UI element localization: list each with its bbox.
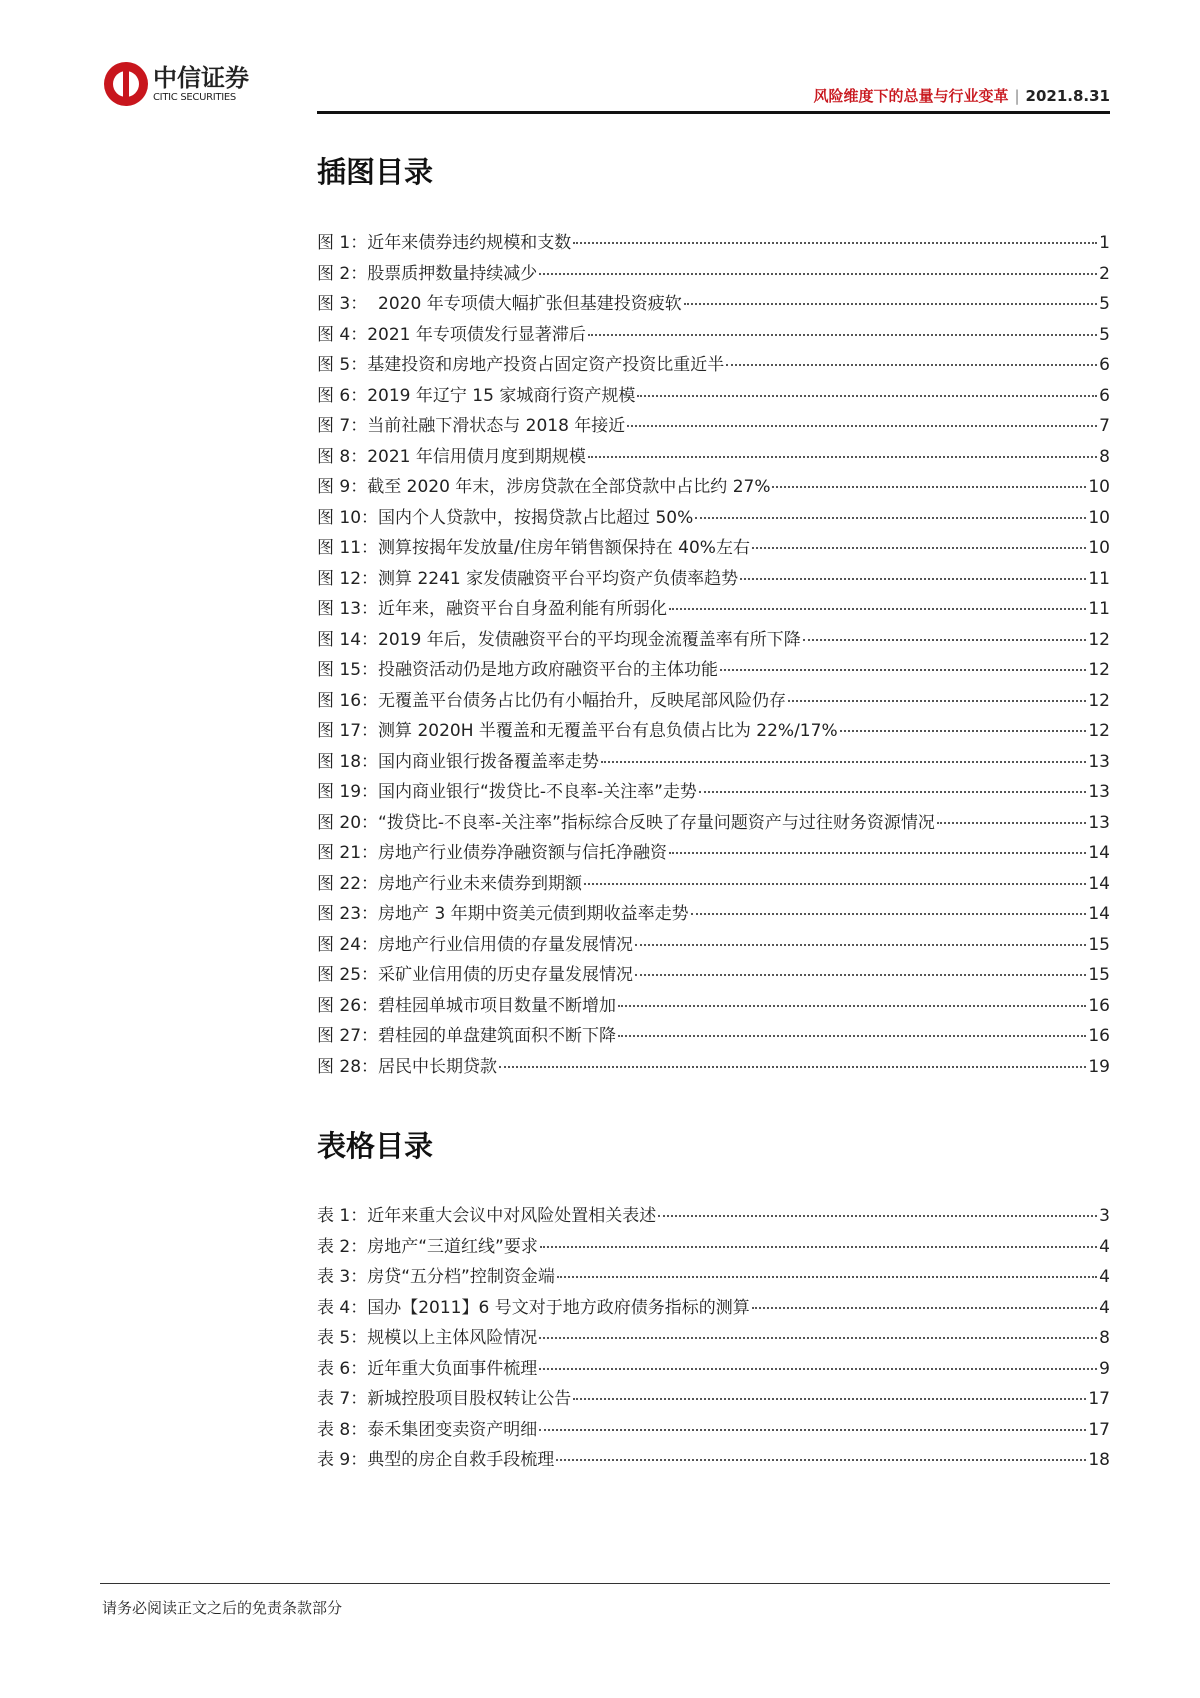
- figures-list: [317, 228, 1110, 1082]
- toc-leader-dots: [720, 669, 1086, 671]
- toc-entry[interactable]: [317, 320, 1110, 351]
- toc-entry-page: 5: [1099, 294, 1110, 314]
- toc-entry-page: 13: [1088, 812, 1110, 833]
- toc-entry-page: 5: [1099, 324, 1110, 345]
- toc-entry[interactable]: [317, 1445, 1110, 1476]
- toc-entry-label: 图 28：居民中长期贷款: [317, 1056, 498, 1077]
- toc-leader-dots: [556, 1459, 1086, 1461]
- figures-heading: 插图目录: [317, 155, 434, 189]
- toc-leader-dots: [539, 1368, 1097, 1370]
- toc-entry-label: 图 20：“拨贷比-不良率-关注率”指标综合反映了存量问题资产与过往财务资源情况: [317, 812, 935, 833]
- toc-entry-label: 图 13：近年来，融资平台自身盈利能有所弱化: [317, 599, 668, 619]
- toc-leader-dots: [740, 578, 1086, 580]
- toc-entry-page: 11: [1088, 599, 1110, 619]
- toc-leader-dots: [726, 364, 1097, 366]
- toc-entry-label: 表 1：近年来重大会议中对风险处置相关表述: [317, 1206, 657, 1226]
- toc-entry-label: 图 8：2021 年信用债月度到期规模: [317, 446, 586, 467]
- toc-entry[interactable]: [317, 1232, 1110, 1263]
- toc-leader-dots: [588, 334, 1097, 336]
- toc-entry-page: 13: [1088, 751, 1110, 772]
- toc-entry-page: 3: [1099, 1206, 1110, 1226]
- toc-entry-label: 图 27：碧桂园的单盘建筑面积不断下降: [317, 1026, 617, 1046]
- toc-leader-dots: [772, 486, 1086, 488]
- toc-entry[interactable]: [317, 838, 1110, 869]
- toc-entry-page: 15: [1088, 965, 1110, 985]
- toc-leader-dots: [840, 730, 1087, 732]
- toc-leader-dots: [573, 1398, 1086, 1400]
- toc-entry[interactable]: [317, 899, 1110, 930]
- toc-entry-page: 16: [1088, 995, 1110, 1016]
- toc-entry-label: 表 5：规模以上主体风险情况: [317, 1328, 538, 1348]
- toc-entry-page: 10: [1088, 507, 1110, 528]
- toc-entry-page: 4: [1099, 1236, 1110, 1257]
- toc-entry[interactable]: [317, 777, 1110, 808]
- toc-entry[interactable]: [317, 350, 1110, 381]
- toc-entry[interactable]: [317, 991, 1110, 1022]
- toc-leader-dots: [803, 639, 1087, 641]
- header-divider: [317, 111, 1110, 114]
- toc-entry-label: 表 7：新城控股项目股权转让公告: [317, 1389, 572, 1409]
- toc-entry[interactable]: [317, 1323, 1110, 1354]
- toc-entry-page: 18: [1088, 1450, 1110, 1470]
- toc-entry-label: 图 24：房地产行业信用债的存量发展情况: [317, 934, 634, 955]
- toc-entry-label: 图 14：2019 年后，发债融资平台的平均现金流覆盖率有所下降: [317, 629, 801, 650]
- toc-entry-label: 表 2：房地产“三道红线”要求: [317, 1236, 538, 1257]
- tables-list: [317, 1201, 1110, 1476]
- toc-entry-label: 图 23：房地产 3 年期中资美元债到期收益率走势: [317, 904, 689, 924]
- footer-disclaimer: 请务必阅读正文之后的免责条款部分: [102, 1599, 343, 1617]
- toc-entry-label: 图 3： 2020 年专项债大幅扩张但基建投资疲软: [317, 294, 682, 314]
- toc-entry-label: 图 25：采矿业信用债的历史存量发展情况: [317, 965, 634, 985]
- toc-entry-page: 4: [1099, 1297, 1110, 1318]
- toc-entry-label: 图 12：测算 2241 家发债融资平台平均资产负债率趋势: [317, 568, 739, 589]
- toc-entry-page: 10: [1088, 538, 1110, 558]
- toc-entry-page: 6: [1099, 355, 1110, 375]
- toc-leader-dots: [658, 1215, 1097, 1217]
- toc-entry-page: 17: [1088, 1389, 1110, 1409]
- toc-entry[interactable]: [317, 411, 1110, 442]
- toc-entry[interactable]: [317, 503, 1110, 534]
- toc-entry-label: 图 26：碧桂园单城市项目数量不断增加: [317, 995, 617, 1016]
- toc-entry-label: 图 19：国内商业银行“拨贷比-不良率-关注率”走势: [317, 782, 697, 802]
- citic-logo: [104, 62, 249, 106]
- toc-entry-page: 14: [1088, 873, 1110, 894]
- toc-entry[interactable]: [317, 747, 1110, 778]
- toc-entry-label: 图 4：2021 年专项债发行显著滞后: [317, 324, 586, 345]
- toc-entry-page: 9: [1099, 1358, 1110, 1379]
- toc-leader-dots: [669, 608, 1086, 610]
- toc-entry-page: 8: [1099, 446, 1110, 467]
- toc-leader-dots: [752, 1307, 1097, 1309]
- toc-entry-page: 12: [1088, 660, 1110, 680]
- toc-entry[interactable]: [317, 1384, 1110, 1415]
- toc-leader-dots: [937, 822, 1086, 824]
- toc-entry-label: 表 4：国办【2011】6 号文对于地方政府债务指标的测算: [317, 1297, 750, 1318]
- toc-leader-dots: [695, 517, 1086, 519]
- toc-leader-dots: [635, 944, 1086, 946]
- toc-leader-dots: [601, 761, 1086, 763]
- toc-entry-page: 19: [1088, 1056, 1110, 1077]
- toc-leader-dots: [788, 700, 1086, 702]
- toc-leader-dots: [699, 791, 1086, 793]
- toc-leader-dots: [540, 1246, 1097, 1248]
- toc-leader-dots: [752, 547, 1086, 549]
- toc-entry[interactable]: [317, 930, 1110, 961]
- toc-entry-label: 图 1：近年来债券违约规模和支数: [317, 233, 572, 253]
- toc-entry[interactable]: [317, 716, 1110, 747]
- report-date: 2021.8.31: [1025, 87, 1110, 105]
- toc-entry-page: 8: [1099, 1328, 1110, 1348]
- toc-entry-label: 图 2：股票质押数量持续减少: [317, 263, 538, 284]
- toc-entry-label: 图 15：投融资活动仍是地方政府融资平台的主体功能: [317, 660, 719, 680]
- toc-entry-label: 图 17：测算 2020H 半覆盖和无覆盖平台有息负债占比为 22%/17%: [317, 721, 838, 741]
- toc-entry[interactable]: [317, 259, 1110, 290]
- toc-entry-page: 6: [1099, 385, 1110, 406]
- citic-logo-icon: [104, 62, 148, 106]
- toc-leader-dots: [584, 883, 1086, 885]
- toc-entry-label: 图 21：房地产行业债券净融资额与信托净融资: [317, 843, 668, 863]
- toc-entry-label: 表 9：典型的房企自救手段梳理: [317, 1450, 555, 1470]
- toc-entry[interactable]: [317, 564, 1110, 595]
- toc-entry-label: 图 9：截至 2020 年末，涉房贷款在全部贷款中占比约 27%: [317, 477, 771, 497]
- toc-leader-dots: [618, 1005, 1086, 1007]
- toc-entry-page: 13: [1088, 782, 1110, 802]
- toc-leader-dots: [573, 242, 1097, 244]
- toc-entry-page: 17: [1088, 1419, 1110, 1440]
- toc-entry-label: 图 22：房地产行业未来债券到期额: [317, 873, 583, 894]
- toc-entry-page: 11: [1088, 568, 1110, 589]
- toc-entry-page: 16: [1088, 1026, 1110, 1046]
- toc-entry-page: 12: [1088, 690, 1110, 711]
- toc-entry[interactable]: [317, 442, 1110, 473]
- toc-entry-page: 15: [1088, 934, 1110, 955]
- toc-entry-page: 4: [1099, 1267, 1110, 1287]
- toc-entry[interactable]: [317, 472, 1110, 503]
- toc-entry[interactable]: [317, 960, 1110, 991]
- toc-entry-page: 1: [1099, 233, 1110, 253]
- logo-cn: 中信证券: [153, 63, 249, 92]
- toc-entry-page: 12: [1088, 721, 1110, 741]
- toc-entry-page: 10: [1088, 477, 1110, 497]
- toc-entry[interactable]: [317, 625, 1110, 656]
- toc-entry[interactable]: [317, 289, 1110, 320]
- toc-entry[interactable]: [317, 808, 1110, 839]
- toc-entry[interactable]: [317, 1262, 1110, 1293]
- toc-entry[interactable]: [317, 228, 1110, 259]
- toc-leader-dots: [684, 303, 1097, 305]
- toc-entry-label: 图 16：无覆盖平台债务占比仍有小幅抬升，反映尾部风险仍存: [317, 690, 787, 711]
- toc-entry[interactable]: [317, 655, 1110, 686]
- toc-entry-page: 14: [1088, 904, 1110, 924]
- toc-entry-label: 图 6：2019 年辽宁 15 家城商行资产规模: [317, 385, 636, 406]
- report-title: 风险维度下的总量与行业变革: [813, 87, 1009, 105]
- toc-leader-dots: [539, 1337, 1097, 1339]
- toc-entry[interactable]: [317, 869, 1110, 900]
- toc-leader-dots: [627, 425, 1097, 427]
- toc-leader-dots: [499, 1066, 1086, 1068]
- toc-entry-label: 图 5：基建投资和房地产投资占固定资产投资比重近半: [317, 355, 725, 375]
- toc-leader-dots: [618, 1035, 1086, 1037]
- toc-leader-dots: [588, 456, 1097, 458]
- logo-en: CITIC SECURITIES: [153, 91, 236, 103]
- report-header: [813, 85, 1110, 106]
- toc-entry[interactable]: [317, 533, 1110, 564]
- toc-entry[interactable]: [317, 381, 1110, 412]
- toc-entry-label: 图 10：国内个人贷款中，按揭贷款占比超过 50%: [317, 507, 694, 528]
- toc-leader-dots: [669, 852, 1086, 854]
- toc-entry[interactable]: [317, 1021, 1110, 1052]
- toc-entry-label: 表 8：泰禾集团变卖资产明细: [317, 1419, 538, 1440]
- toc-entry[interactable]: [317, 1415, 1110, 1446]
- toc-leader-dots: [635, 974, 1086, 976]
- toc-entry-label: 图 7：当前社融下滑状态与 2018 年接近: [317, 416, 626, 436]
- toc-leader-dots: [539, 273, 1097, 275]
- toc-entry-page: 14: [1088, 843, 1110, 863]
- toc-entry[interactable]: [317, 1201, 1110, 1232]
- toc-entry-label: 表 3：房贷“五分档”控制资金端: [317, 1267, 555, 1287]
- toc-entry-label: 表 6：近年重大负面事件梳理: [317, 1358, 538, 1379]
- tables-heading: 表格目录: [317, 1129, 434, 1163]
- toc-entry[interactable]: [317, 686, 1110, 717]
- toc-entry-label: 图 18：国内商业银行拨备覆盖率走势: [317, 751, 600, 772]
- toc-leader-dots: [691, 913, 1087, 915]
- toc-entry[interactable]: [317, 1052, 1110, 1083]
- footer-divider: [100, 1583, 1110, 1584]
- header-separator: |: [1014, 87, 1020, 105]
- toc-entry-page: 12: [1088, 629, 1110, 650]
- toc-entry[interactable]: [317, 1293, 1110, 1324]
- toc-leader-dots: [539, 1429, 1086, 1431]
- toc-entry[interactable]: [317, 594, 1110, 625]
- toc-entry-page: 2: [1099, 263, 1110, 284]
- toc-entry-page: 7: [1099, 416, 1110, 436]
- toc-leader-dots: [557, 1276, 1097, 1278]
- toc-entry[interactable]: [317, 1354, 1110, 1385]
- toc-entry-label: 图 11：测算按揭年发放量/住房年销售额保持在 40%左右: [317, 538, 750, 558]
- toc-leader-dots: [637, 395, 1097, 397]
